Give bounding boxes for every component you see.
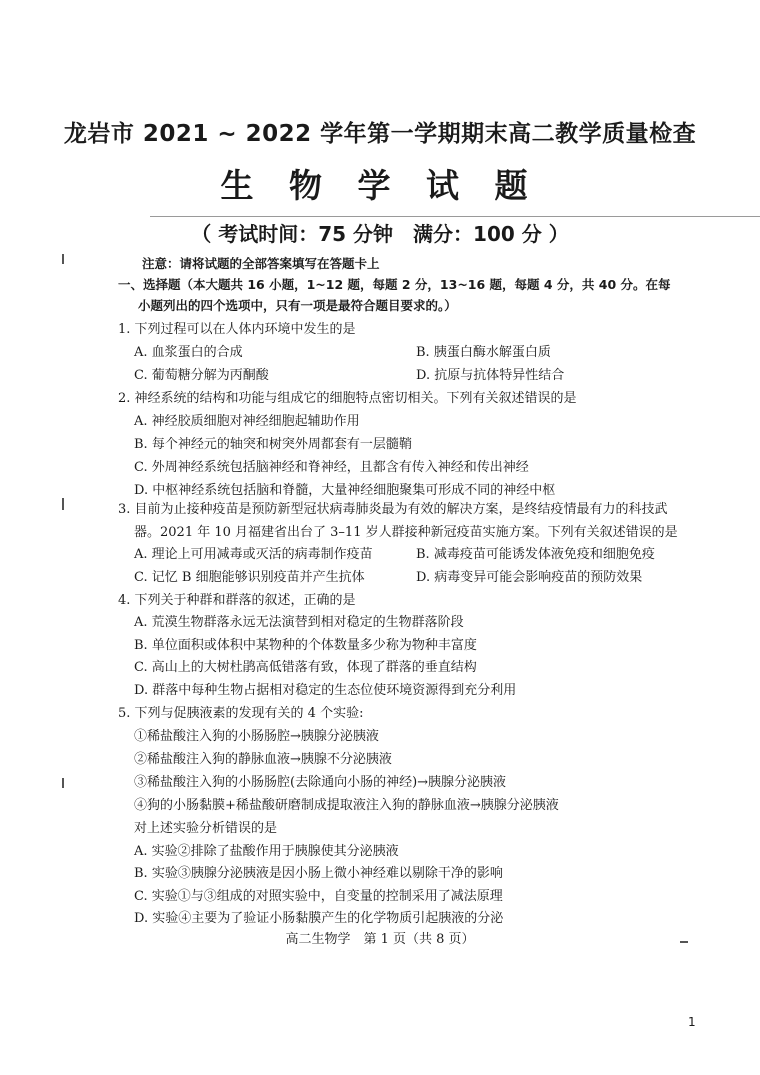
question-5-option-b: B. 实验③胰腺分泌胰液是因小肠上微小神经难以剔除干净的影响 [134, 866, 503, 881]
subject-title: 生 物 学 试 题 [220, 166, 540, 205]
exam-title: 龙岩市 2021 ~ 2022 学年第一学期期末高二教学质量检查 [63, 121, 697, 147]
question-5-option-d: D. 实验④主要为了验证小肠黏膜产生的化学物质引起胰液的分泌 [134, 911, 504, 926]
question-1-stem: 1. 下列过程可以在人体内环境中发生的是 [118, 322, 356, 337]
question-2-option-b: B. 每个神经元的轴突和树突外周都套有一层髓鞘 [134, 437, 412, 452]
question-3-stem-2: 器。2021 年 10 月福建省出台了 3–11 岁人群接种新冠疫苗实施方案。下列有关叙述错误的是 [134, 525, 678, 540]
question-5-follow: 对上述实验分析错误的是 [134, 821, 278, 836]
question-2-option-c: C. 外周神经系统包括脑神经和脊神经，且都含有传入神经和传出神经 [134, 460, 529, 475]
scan-mark [62, 498, 64, 510]
question-4-option-b: B. 单位面积或体积中某物种的个体数量多少称为物种丰富度 [134, 638, 477, 653]
question-3-option-d: D. 病毒变异可能会影响疫苗的预防效果 [416, 570, 643, 585]
exam-info: （ 考试时间：75 分钟 满分：100 分 ） [191, 222, 569, 246]
section-line-1: 一、选择题（本大题共 16 小题，1~12 题，每题 2 分，13~16 题，每题 4 分，共 40 分。在每 [118, 277, 671, 292]
page-number: 1 [688, 1015, 696, 1029]
question-5-experiment-4: ④狗的小肠黏膜+稀盐酸研磨制成提取液注入狗的静脉血液→胰腺分泌胰液 [134, 798, 559, 813]
question-3-option-c: C. 记忆 B 细胞能够识别疫苗并产生抗体 [134, 570, 365, 585]
question-1-option-d: D. 抗原与抗体特异性结合 [416, 368, 565, 383]
question-5-option-a: A. 实验②排除了盐酸作用于胰腺使其分泌胰液 [134, 844, 399, 859]
header-divider [150, 216, 760, 217]
question-5-experiment-3: ③稀盐酸注入狗的小肠肠腔(去除通向小肠的神经)→胰腺分泌胰液 [134, 775, 507, 790]
question-3-option-b: B. 减毒疫苗可能诱发体液免疫和细胞免疫 [416, 547, 655, 562]
question-5-option-c: C. 实验①与③组成的对照实验中，自变量的控制采用了减法原理 [134, 889, 503, 904]
question-2-option-a: A. 神经胶质细胞对神经细胞起辅助作用 [134, 414, 360, 429]
question-5-experiment-2: ②稀盐酸注入狗的静脉血液→胰腺不分泌胰液 [134, 752, 392, 767]
question-4-option-d: D. 群落中每种生物占据相对稳定的生态位使环境资源得到充分利用 [134, 683, 517, 698]
question-4-option-a: A. 荒漠生物群落永远无法演替到相对稳定的生物群落阶段 [134, 615, 464, 630]
question-5-experiment-1: ①稀盐酸注入狗的小肠肠腔→胰腺分泌胰液 [134, 729, 379, 744]
question-4-stem: 4. 下列关于种群和群落的叙述，正确的是 [118, 593, 356, 608]
question-4-option-c: C. 高山上的大树杜鹃高低错落有致，体现了群落的垂直结构 [134, 660, 477, 675]
question-1-option-c: C. 葡萄糖分解为丙酮酸 [134, 368, 269, 383]
question-3-option-a: A. 理论上可用减毒或灭活的病毒制作疫苗 [134, 547, 373, 562]
question-2-option-d: D. 中枢神经系统包括脑和脊髓，大量神经细胞聚集可形成不同的神经中枢 [134, 483, 556, 498]
page-footer: 高二生物学 第 1 页（共 8 页） [285, 932, 475, 947]
question-3-stem-1: 3. 目前为止接种疫苗是预防新型冠状病毒肺炎最为有效的解决方案，是终结疫情最有力的科技武 [118, 502, 668, 517]
scan-mark [680, 941, 688, 943]
question-5-stem: 5. 下列与促胰液素的发现有关的 4 个实验: [118, 706, 364, 721]
notice: 注意：请将试题的全部答案填写在答题卡上 [142, 256, 380, 271]
section-heading [118, 274, 708, 316]
question-2-stem: 2. 神经系统的结构和功能与组成它的细胞特点密切相关。下列有关叙述错误的是 [118, 391, 577, 406]
section-line-2: 小题列出的四个选项中，只有一项是最符合题目要求的。） [138, 298, 457, 313]
question-1-option-b: B. 胰蛋白酶水解蛋白质 [416, 345, 551, 360]
question-1-option-a: A. 血浆蛋白的合成 [134, 345, 243, 360]
scan-mark [62, 254, 64, 264]
scan-mark [62, 778, 64, 788]
